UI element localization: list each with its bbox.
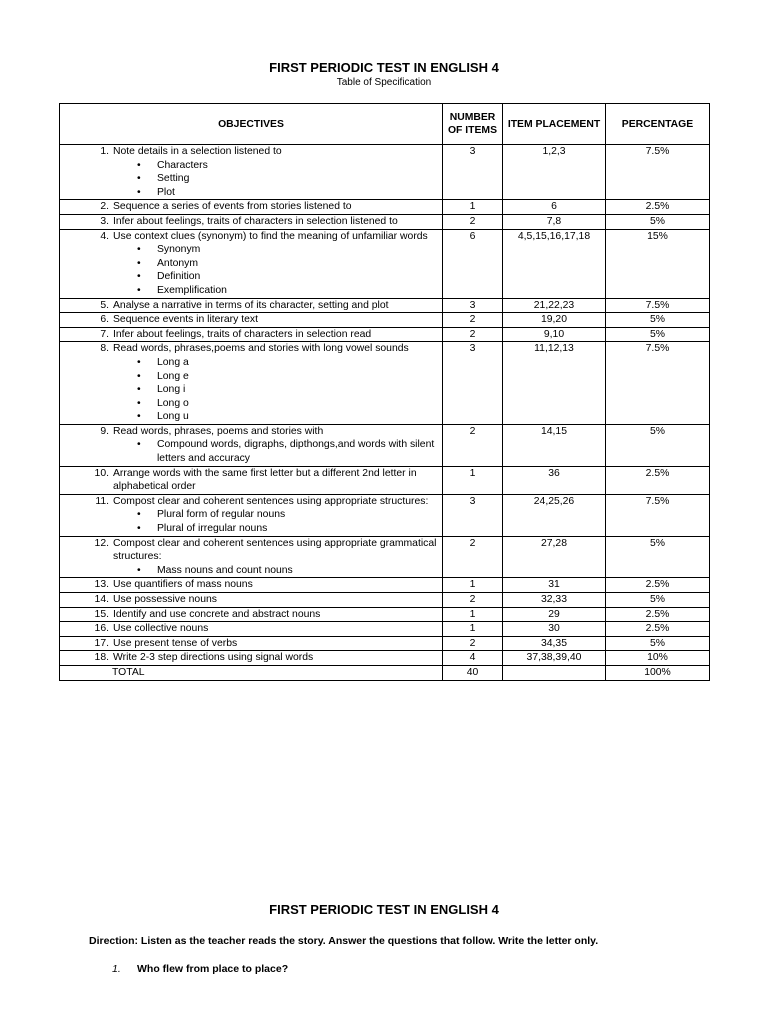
objective-text: Use present tense of verbs xyxy=(113,637,238,649)
objective-text: Use possessive nouns xyxy=(113,594,217,605)
table-body xyxy=(60,145,710,666)
objective-number: 3. xyxy=(100,215,109,227)
table-row xyxy=(60,298,710,313)
number-of-items-cell: 3 xyxy=(443,494,503,536)
page-title: FIRST PERIODIC TEST IN ENGLISH 4 xyxy=(269,60,499,75)
item-placement-cell: 1,2,3 xyxy=(503,145,606,200)
percentage-cell: 7.5% xyxy=(606,342,710,425)
objective-text: Read words, phrases, poems and stories with xyxy=(113,425,324,437)
objective-cell xyxy=(60,607,443,622)
objective-text: Arrange words with the same first letter but a different 2nd letter in alphabetical order xyxy=(113,467,417,493)
table-row xyxy=(60,607,710,622)
number-of-items-cell: 3 xyxy=(443,342,503,425)
item-placement-cell: 31 xyxy=(503,578,606,593)
objective-cell xyxy=(60,342,443,425)
objective-text: Write 2-3 step directions using signal words xyxy=(113,652,314,664)
objective-cell xyxy=(60,229,443,298)
question-1 xyxy=(112,963,288,975)
objective-subitem: • Characters xyxy=(157,159,442,173)
number-of-items-cell: 2 xyxy=(443,313,503,328)
objective-line xyxy=(60,215,442,229)
percentage-cell: 2.5% xyxy=(606,466,710,494)
number-of-items-cell: 4 xyxy=(443,651,503,666)
percentage-cell: 7.5% xyxy=(606,494,710,536)
objective-line xyxy=(60,578,442,592)
percentage-cell: 5% xyxy=(606,593,710,608)
header-percentage: PERCENTAGE xyxy=(606,104,710,145)
objective-text: Note details in a selection listened to xyxy=(113,146,282,157)
objective-number: 4. xyxy=(100,230,109,242)
objective-subitems xyxy=(60,159,442,200)
objective-line xyxy=(60,467,442,494)
table-row xyxy=(60,327,710,342)
table-row xyxy=(60,593,710,608)
objective-line xyxy=(60,145,442,159)
objective-number: 5. xyxy=(100,299,109,311)
table-row xyxy=(60,200,710,215)
test-title: FIRST PERIODIC TEST IN ENGLISH 4 xyxy=(269,902,499,917)
percentage-cell: 7.5% xyxy=(606,298,710,313)
percentage-cell: 5% xyxy=(606,424,710,466)
objective-subitems xyxy=(60,508,442,535)
total-placement xyxy=(503,665,606,680)
item-placement-cell: 4,5,15,16,17,18 xyxy=(503,229,606,298)
objective-text: Infer about feelings, traits of characters in selection listened to xyxy=(113,215,398,227)
objective-line xyxy=(60,230,442,244)
percentage-cell: 5% xyxy=(606,327,710,342)
objective-number: 14. xyxy=(94,594,109,605)
number-of-items-cell: 6 xyxy=(443,229,503,298)
objective-number: 2. xyxy=(100,201,109,213)
objective-subitem: • Definition xyxy=(157,270,442,284)
item-placement-cell: 9,10 xyxy=(503,327,606,342)
percentage-cell: 10% xyxy=(606,651,710,666)
objective-subitem: • Setting xyxy=(157,172,442,186)
objective-cell xyxy=(60,466,443,494)
objective-number: 15. xyxy=(94,608,109,620)
item-placement-cell: 29 xyxy=(503,607,606,622)
objective-line xyxy=(60,328,442,342)
objective-number: 18. xyxy=(94,652,109,664)
percentage-cell: 5% xyxy=(606,636,710,651)
objective-text: Analyse a narrative in terms of its character, setting and plot xyxy=(113,299,389,311)
header-number-of-items: NUMBER OF ITEMS xyxy=(443,104,503,145)
objective-cell xyxy=(60,327,443,342)
header-item-placement: ITEM PLACEMENT xyxy=(503,104,606,145)
objective-line xyxy=(60,425,442,439)
objective-number: 8. xyxy=(100,343,109,355)
percentage-cell: 7.5% xyxy=(606,145,710,200)
objective-number: 7. xyxy=(100,328,109,340)
item-placement-cell: 30 xyxy=(503,622,606,637)
table-row xyxy=(60,342,710,425)
percentage-cell: 5% xyxy=(606,214,710,229)
objective-cell xyxy=(60,578,443,593)
question-number: 1. xyxy=(112,963,121,975)
percentage-cell: 2.5% xyxy=(606,607,710,622)
objective-text: Compost clear and coherent sentences using appropriate grammatical structures: xyxy=(113,537,437,563)
objective-number: 13. xyxy=(94,579,109,591)
objective-subitem: • Long o xyxy=(157,397,442,411)
table-row xyxy=(60,424,710,466)
objective-subitem: • Antonym xyxy=(157,257,442,271)
objective-subitem: • Compound words, digraphs, dipthongs,and words with silent letters and accuracy xyxy=(157,438,442,465)
objective-number: 12. xyxy=(94,537,109,549)
number-of-items-cell: 1 xyxy=(443,466,503,494)
objective-line xyxy=(60,200,442,214)
objective-cell xyxy=(60,200,443,215)
objective-number: 17. xyxy=(94,637,109,649)
item-placement-cell: 11,12,13 xyxy=(503,342,606,425)
objective-text: Infer about feelings, traits of characters in selection read xyxy=(113,328,372,340)
total-label: TOTAL xyxy=(112,666,145,678)
objective-cell xyxy=(60,622,443,637)
objective-text: Use collective nouns xyxy=(113,623,209,635)
objective-cell xyxy=(60,298,443,313)
number-of-items-cell: 2 xyxy=(443,424,503,466)
number-of-items-cell: 1 xyxy=(443,622,503,637)
objective-subitem: • Mass nouns and count nouns xyxy=(157,564,442,578)
number-of-items-cell: 2 xyxy=(443,593,503,608)
objective-subitem: • Long i xyxy=(157,383,442,397)
objective-text: Read words, phrases,poems and stories with long vowel sounds xyxy=(113,343,409,355)
number-of-items-cell: 2 xyxy=(443,636,503,651)
objective-subitems xyxy=(60,438,442,465)
question-text: Who flew from place to place? xyxy=(137,963,289,975)
item-placement-cell: 36 xyxy=(503,466,606,494)
objective-cell xyxy=(60,145,443,200)
objective-text: Compost clear and coherent sentences using appropriate structures: xyxy=(113,495,429,507)
objective-text: Use context clues (synonym) to find the meaning of unfamiliar words xyxy=(113,230,428,242)
objective-text: Sequence events in literary text xyxy=(113,314,258,326)
number-of-items-cell: 1 xyxy=(443,578,503,593)
objective-number: 1. xyxy=(100,146,109,157)
table-row xyxy=(60,229,710,298)
objective-subitem: • Exemplification xyxy=(157,284,442,298)
objective-line xyxy=(60,537,442,564)
objective-cell xyxy=(60,424,443,466)
table-row xyxy=(60,536,710,578)
objective-number: 6. xyxy=(100,314,109,326)
number-of-items-cell: 3 xyxy=(443,298,503,313)
objective-cell xyxy=(60,536,443,578)
percentage-cell: 5% xyxy=(606,536,710,578)
objective-subitem: • Long u xyxy=(157,410,442,424)
objective-line xyxy=(60,313,442,327)
total-items: 40 xyxy=(443,665,503,680)
item-placement-cell: 32,33 xyxy=(503,593,606,608)
objective-subitem: • Plural of irregular nouns xyxy=(157,522,442,536)
number-of-items-cell: 2 xyxy=(443,327,503,342)
table-header-row xyxy=(60,104,710,145)
item-placement-cell: 19,20 xyxy=(503,313,606,328)
table-row xyxy=(60,651,710,666)
objective-cell xyxy=(60,651,443,666)
objective-line xyxy=(60,342,442,356)
item-placement-cell: 37,38,39,40 xyxy=(503,651,606,666)
item-placement-cell: 34,35 xyxy=(503,636,606,651)
percentage-cell: 2.5% xyxy=(606,200,710,215)
objective-number: 11. xyxy=(95,495,109,507)
number-of-items-cell: 2 xyxy=(443,536,503,578)
item-placement-cell: 24,25,26 xyxy=(503,494,606,536)
item-placement-cell: 14,15 xyxy=(503,424,606,466)
total-row xyxy=(60,665,710,680)
table-row xyxy=(60,494,710,536)
objective-subitem: • Plural form of regular nouns xyxy=(157,508,442,522)
objective-subitem: • Plot xyxy=(157,186,442,200)
item-placement-cell: 6 xyxy=(503,200,606,215)
objective-subitem: • Synonym xyxy=(157,243,442,257)
objective-text: Sequence a series of events from stories listened to xyxy=(113,201,352,213)
percentage-cell: 5% xyxy=(606,313,710,328)
objective-cell xyxy=(60,494,443,536)
table-row xyxy=(60,622,710,637)
total-cell xyxy=(60,665,443,680)
objective-line xyxy=(60,637,442,651)
objective-subitems xyxy=(60,243,442,297)
objective-line xyxy=(60,608,442,622)
objective-cell xyxy=(60,593,443,608)
total-percentage: 100% xyxy=(606,665,710,680)
objective-number: 16. xyxy=(94,623,109,635)
number-of-items-cell: 2 xyxy=(443,214,503,229)
test-direction: Direction: Listen as the teacher reads the story. Answer the questions that follow. Write the letter only. xyxy=(89,935,599,947)
percentage-cell: 15% xyxy=(606,229,710,298)
number-of-items-cell: 1 xyxy=(443,607,503,622)
objective-line xyxy=(60,299,442,313)
number-of-items-cell: 1 xyxy=(443,200,503,215)
page-subtitle: Table of Specification xyxy=(336,77,432,88)
table-row xyxy=(60,466,710,494)
table-row xyxy=(60,214,710,229)
percentage-cell: 2.5% xyxy=(606,578,710,593)
header-objectives: OBJECTIVES xyxy=(60,104,443,145)
percentage-cell: 2.5% xyxy=(606,622,710,637)
specification-table xyxy=(59,103,710,681)
item-placement-cell: 7,8 xyxy=(503,214,606,229)
table-row xyxy=(60,145,710,200)
objective-number: 10. xyxy=(94,467,109,479)
objective-subitem: • Long a xyxy=(157,356,442,370)
objective-subitems xyxy=(60,356,442,424)
objective-cell xyxy=(60,636,443,651)
objective-line xyxy=(60,622,442,636)
table-row xyxy=(60,578,710,593)
objective-subitem: • Long e xyxy=(157,370,442,384)
objective-number: 9. xyxy=(100,425,109,437)
number-of-items-cell: 3 xyxy=(443,145,503,200)
objective-cell xyxy=(60,313,443,328)
objective-line xyxy=(60,651,442,665)
objective-text: Use quantifiers of mass nouns xyxy=(113,579,253,591)
objective-text: Identify and use concrete and abstract nouns xyxy=(113,608,321,620)
objective-line xyxy=(60,593,442,607)
item-placement-cell: 27,28 xyxy=(503,536,606,578)
table-row xyxy=(60,636,710,651)
objective-subitems xyxy=(60,564,442,578)
objective-cell xyxy=(60,214,443,229)
table-row xyxy=(60,313,710,328)
item-placement-cell: 21,22,23 xyxy=(503,298,606,313)
objective-line xyxy=(60,495,442,509)
